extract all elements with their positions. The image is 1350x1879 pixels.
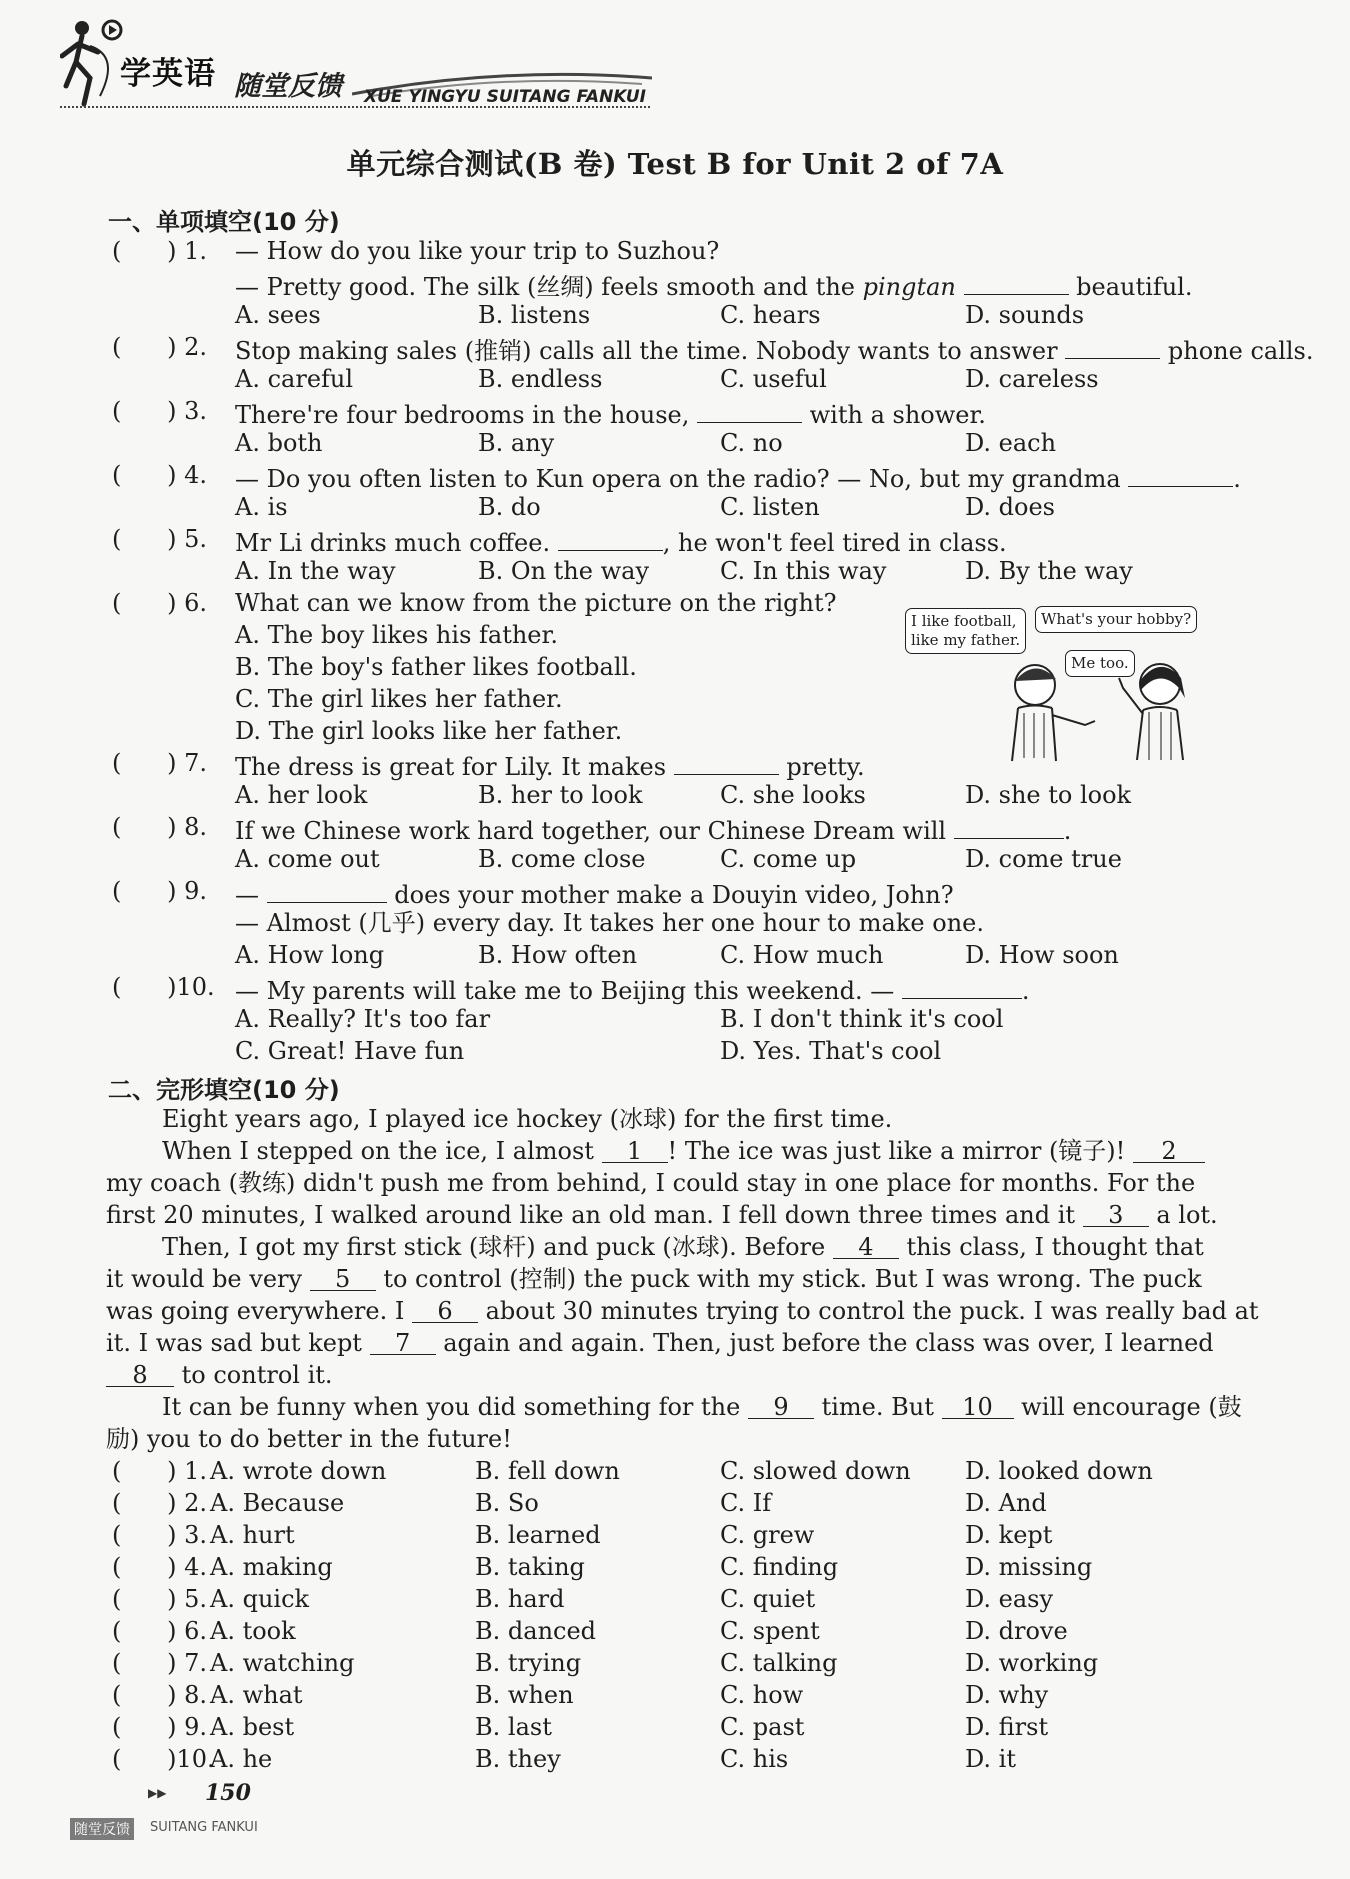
option: D. The girl looks like her father. (235, 717, 623, 745)
answer-bracket: ( ) 3. (112, 1521, 208, 1549)
answer-bracket: ( ) 2. (112, 333, 208, 361)
option: B. How often (478, 941, 638, 969)
question-text: . (1063, 817, 1072, 845)
option: D. come true (965, 845, 1122, 873)
passage-line: Eight years ago, I played ice hockey (冰球) for the first time. (162, 1105, 893, 1133)
option: C. quiet (720, 1585, 816, 1613)
passage-line (106, 1264, 1202, 1294)
option: C. useful (720, 365, 827, 393)
answer-bracket: ( ) 5. (112, 1585, 208, 1613)
option: B. come close (478, 845, 646, 873)
question-text: — Pretty good. The silk (丝绸) feels smooth and the (235, 273, 863, 301)
footer-tab: 随堂反馈 (70, 1818, 134, 1840)
passage-text: It can be funny when you did something for the (162, 1393, 748, 1421)
brand-chinese-title: 学英语 (120, 56, 216, 92)
option: A. Really? It's too far (235, 1005, 491, 1033)
option: A. what (210, 1681, 303, 1709)
passage-text: first 20 minutes, I walked around like an old man. I fell down three times and it (106, 1201, 1083, 1229)
passage-text: to control (控制) the puck with my stick. But I was wrong. The puck (375, 1265, 1202, 1293)
question-text: does your mother make a Douyin video, John? (386, 881, 954, 909)
question-stem-line2 (235, 268, 1192, 302)
answer-bracket: ( ) 3. (112, 397, 208, 425)
passage-text: ! The ice was just like a mirror (镜子)! (667, 1137, 1133, 1165)
test-title: 单元综合测试(B 卷) Test B for Unit 2 of 7A (346, 147, 1004, 181)
option: B. listens (478, 301, 591, 329)
brand-english-title: XUE YINGYU SUITANG FANKUI (364, 87, 647, 107)
option: A. The boy likes his father. (235, 621, 558, 649)
section-2-heading: 二、完形填空(10 分) (108, 1076, 340, 1104)
option: D. does (965, 493, 1055, 521)
answer-bracket: ( ) 6. (112, 589, 208, 617)
girl-question-bubble: What's your hobby? (1035, 606, 1197, 633)
option: C. talking (720, 1649, 838, 1677)
question-number: ) 9. (167, 877, 208, 905)
question-number: ) 8. (167, 813, 208, 841)
cloze-blank: 7 (370, 1328, 436, 1355)
option: A. Because (210, 1489, 345, 1517)
answer-blank (954, 812, 1064, 839)
answer-bracket: ( ) 2. (112, 1489, 208, 1517)
q6-picture (905, 598, 1205, 758)
option: B. learned (475, 1521, 601, 1549)
option: B. danced (475, 1617, 597, 1645)
question-number: ) 3. (167, 397, 208, 425)
answer-blank (902, 972, 1022, 999)
option: B. last (475, 1713, 552, 1741)
passage-text: Then, I got my first stick (球杆) and puck (冰球). Before (162, 1233, 833, 1261)
cloze-blank: 4 (833, 1232, 899, 1259)
question-stem (235, 460, 1241, 494)
option: C. spent (720, 1617, 820, 1645)
question-text: Stop making sales (推销) calls all the time. Nobody wants to answer (235, 337, 1066, 365)
boy-speech-bubble (905, 608, 1026, 654)
girl-figure-icon (1105, 648, 1205, 763)
option: D. working (965, 1649, 1099, 1677)
cloze-blank: 1 (602, 1136, 668, 1163)
answer-bracket: ( ) 4. (112, 1553, 208, 1581)
passage-line (106, 1296, 1259, 1326)
option: B. On the way (478, 557, 649, 585)
italic-term: pingtan (862, 273, 956, 301)
option: D. By the way (965, 557, 1133, 585)
option: B. do (478, 493, 541, 521)
option: B. endless (478, 365, 603, 393)
option: D. sounds (965, 301, 1085, 329)
option: B. any (478, 429, 555, 457)
question-text: . (1233, 465, 1241, 493)
option: B. I don't think it's cool (720, 1005, 1004, 1033)
passage-line (162, 1136, 1205, 1166)
option: B. they (475, 1745, 561, 1773)
option: C. slowed down (720, 1457, 911, 1485)
option: A. he (210, 1745, 273, 1773)
answer-bracket: ( ) 9. (112, 877, 208, 905)
question-number: ) 4. (167, 461, 208, 489)
answer-blank (697, 396, 802, 423)
answer-bracket: ( ) 1. (112, 1457, 208, 1485)
option: A. quick (210, 1585, 310, 1613)
answer-blank (964, 268, 1069, 295)
question-number: ) 8. (167, 1681, 208, 1709)
option: C. finding (720, 1553, 839, 1581)
answer-blank (558, 524, 663, 551)
question-number: ) 1. (167, 237, 208, 265)
option: C. come up (720, 845, 857, 873)
question-number: ) 1. (167, 1457, 208, 1485)
cloze-blank: 10 (942, 1392, 1014, 1419)
option: D. And (965, 1489, 1047, 1517)
question-text: beautiful. (1068, 273, 1193, 301)
passage-text: it. I was sad but kept (106, 1329, 370, 1357)
option: A. took (210, 1617, 296, 1645)
cloze-blank: 5 (310, 1264, 376, 1291)
question-text: — My parents will take me to Beijing this weekend. — (235, 977, 902, 1005)
option: A. making (210, 1553, 333, 1581)
brand-header (52, 12, 652, 112)
cloze-blank: 8 (106, 1360, 174, 1387)
question-text: phone calls. (1160, 337, 1314, 365)
option: C. hears (720, 301, 821, 329)
question-number: ) 6. (167, 1617, 208, 1645)
option: C. If (720, 1489, 772, 1517)
question-number: )10. (167, 973, 215, 1001)
question-number: ) 7. (167, 1649, 208, 1677)
answer-blank (1065, 332, 1160, 359)
option: D. each (965, 429, 1057, 457)
question-text: The dress is great for Lily. It makes (235, 753, 674, 781)
option: C. his (720, 1745, 789, 1773)
option: A. sees (235, 301, 321, 329)
question-number: ) 2. (167, 1489, 208, 1517)
footer-arrow-icon: ▶▶ (148, 1786, 167, 1800)
option: C. no (720, 429, 783, 457)
cloze-blank: 6 (412, 1296, 478, 1323)
answer-bracket: ( ) 5. (112, 525, 208, 553)
answer-bracket: ( ) 4. (112, 461, 208, 489)
boy-bubble-line: like my father. (911, 631, 1021, 649)
brand-script-title: 随堂反馈 (234, 71, 342, 102)
option: D. looked down (965, 1457, 1153, 1485)
option: A. wrote down (210, 1457, 387, 1485)
option: A. is (235, 493, 288, 521)
option: C. she looks (720, 781, 866, 809)
question-stem (235, 876, 954, 910)
passage-text: When I stepped on the ice, I almost (162, 1137, 602, 1165)
question-number: ) 2. (167, 333, 208, 361)
passage-line (106, 1200, 1218, 1230)
option: D. why (965, 1681, 1049, 1709)
boy-bubble-line: I like football, (911, 612, 1017, 630)
passage-line: 励) you to do better in the future! (106, 1425, 512, 1453)
passage-text: time. But (813, 1393, 942, 1421)
answer-bracket: ( ) 8. (112, 1681, 208, 1709)
question-stem (235, 236, 719, 266)
option: B. So (475, 1489, 539, 1517)
option: B. when (475, 1681, 574, 1709)
question-stem (235, 396, 986, 430)
question-stem (235, 748, 865, 782)
answer-bracket: ( ) 7. (112, 749, 208, 777)
question-number: )10. (167, 1745, 215, 1773)
question-number: ) 5. (167, 525, 208, 553)
question-number: ) 4. (167, 1553, 208, 1581)
question-stem (235, 812, 1071, 846)
passage-text: to control it. (174, 1361, 333, 1389)
option: D. drove (965, 1617, 1068, 1645)
answer-bracket: ( ) 6. (112, 1617, 208, 1645)
page-number: 150 (205, 1780, 251, 1806)
option: A. How long (235, 941, 385, 969)
passage-text: was going everywhere. I (106, 1297, 412, 1325)
question-text: pretty. (778, 753, 865, 781)
option: A. her look (235, 781, 368, 809)
passage-line (162, 1392, 1242, 1422)
question-stem (235, 972, 1029, 1006)
option: C. past (720, 1713, 805, 1741)
passage-text: again and again. Then, just before the class was over, I learned (435, 1329, 1214, 1357)
passage-line (162, 1232, 1204, 1262)
option: C. The girl likes her father. (235, 685, 563, 713)
question-stem (235, 588, 837, 618)
question-text: . (1021, 977, 1030, 1005)
cloze-blank: 3 (1083, 1200, 1149, 1227)
option: D. it (965, 1745, 1016, 1773)
question-text: — (235, 881, 267, 909)
option: A. watching (210, 1649, 355, 1677)
passage-text: will encourage (鼓 (1013, 1393, 1242, 1421)
option: B. trying (475, 1649, 582, 1677)
cloze-blank: 9 (748, 1392, 814, 1419)
option: C. Great! Have fun (235, 1037, 465, 1065)
header-divider (60, 106, 650, 108)
answer-bracket: ( ) 9. (112, 1713, 208, 1741)
option: A. come out (235, 845, 380, 873)
question-text: , he won't feel tired in class. (662, 529, 1007, 557)
option: B. The boy's father likes football. (235, 653, 637, 681)
option: C. listen (720, 493, 820, 521)
passage-text: about 30 minutes trying to control the puck. I was really bad at (477, 1297, 1259, 1325)
answer-bracket: ( )10. (112, 973, 215, 1001)
question-text: If we Chinese work hard together, our Chinese Dream will (235, 817, 954, 845)
answer-blank (267, 876, 387, 903)
option: B. fell down (475, 1457, 620, 1485)
question-stem-line2: — Almost (几乎) every day. It takes her one hour to make one. (235, 909, 984, 937)
question-number: ) 3. (167, 1521, 208, 1549)
passage-line (106, 1360, 333, 1390)
option: C. how (720, 1681, 804, 1709)
option: C. How much (720, 941, 884, 969)
option: A. best (210, 1713, 295, 1741)
question-number: ) 7. (167, 749, 208, 777)
answer-bracket: ( ) 1. (112, 237, 208, 265)
question-text: Mr Li drinks much coffee. (235, 529, 558, 557)
passage-text: it would be very (106, 1265, 310, 1293)
option: A. both (235, 429, 323, 457)
question-number: ) 5. (167, 1585, 208, 1613)
footer-english: SUITANG FANKUI (150, 1820, 258, 1835)
cloze-blank: 2 (1133, 1136, 1205, 1163)
passage-text: a lot. (1148, 1201, 1218, 1229)
question-stem (235, 524, 1007, 558)
question-stem (235, 332, 1313, 366)
option: D. she to look (965, 781, 1132, 809)
option: B. her to look (478, 781, 643, 809)
option: B. hard (475, 1585, 565, 1613)
section-1-heading: 一、单项填空(10 分) (108, 208, 340, 236)
passage-line: my coach (教练) didn't push me from behind, I could stay in one place for months. For the (106, 1169, 1196, 1197)
boy-figure-icon (990, 653, 1100, 763)
question-text: There're four bedrooms in the house, (235, 401, 697, 429)
question-text: What can we know from the picture on the right? (235, 589, 837, 617)
option: B. taking (475, 1553, 585, 1581)
question-text: with a shower. (801, 401, 986, 429)
answer-bracket: ( )10. (112, 1745, 215, 1773)
answer-blank (1128, 460, 1233, 487)
question-number: ) 6. (167, 589, 208, 617)
question-text: — Do you often listen to Kun opera on the radio? — No, but my grandma (235, 465, 1129, 493)
option: A. In the way (235, 557, 396, 585)
option: D. How soon (965, 941, 1119, 969)
option: C. grew (720, 1521, 815, 1549)
option: A. hurt (210, 1521, 295, 1549)
option: D. missing (965, 1553, 1093, 1581)
option: D. kept (965, 1521, 1053, 1549)
option: D. careless (965, 365, 1099, 393)
answer-bracket: ( ) 7. (112, 1649, 208, 1677)
passage-text: this class, I thought that (898, 1233, 1204, 1261)
question-number: ) 9. (167, 1713, 208, 1741)
answer-blank (674, 748, 779, 775)
answer-bracket: ( ) 8. (112, 813, 208, 841)
option: D. Yes. That's cool (720, 1037, 942, 1065)
option: C. In this way (720, 557, 887, 585)
option: A. careful (235, 365, 354, 393)
question-text: — How do you like your trip to Suzhou? (235, 237, 720, 265)
passage-line (106, 1328, 1214, 1358)
option: D. easy (965, 1585, 1054, 1613)
girl-answer-bubble: Me too. (1065, 650, 1135, 677)
option: D. first (965, 1713, 1049, 1741)
